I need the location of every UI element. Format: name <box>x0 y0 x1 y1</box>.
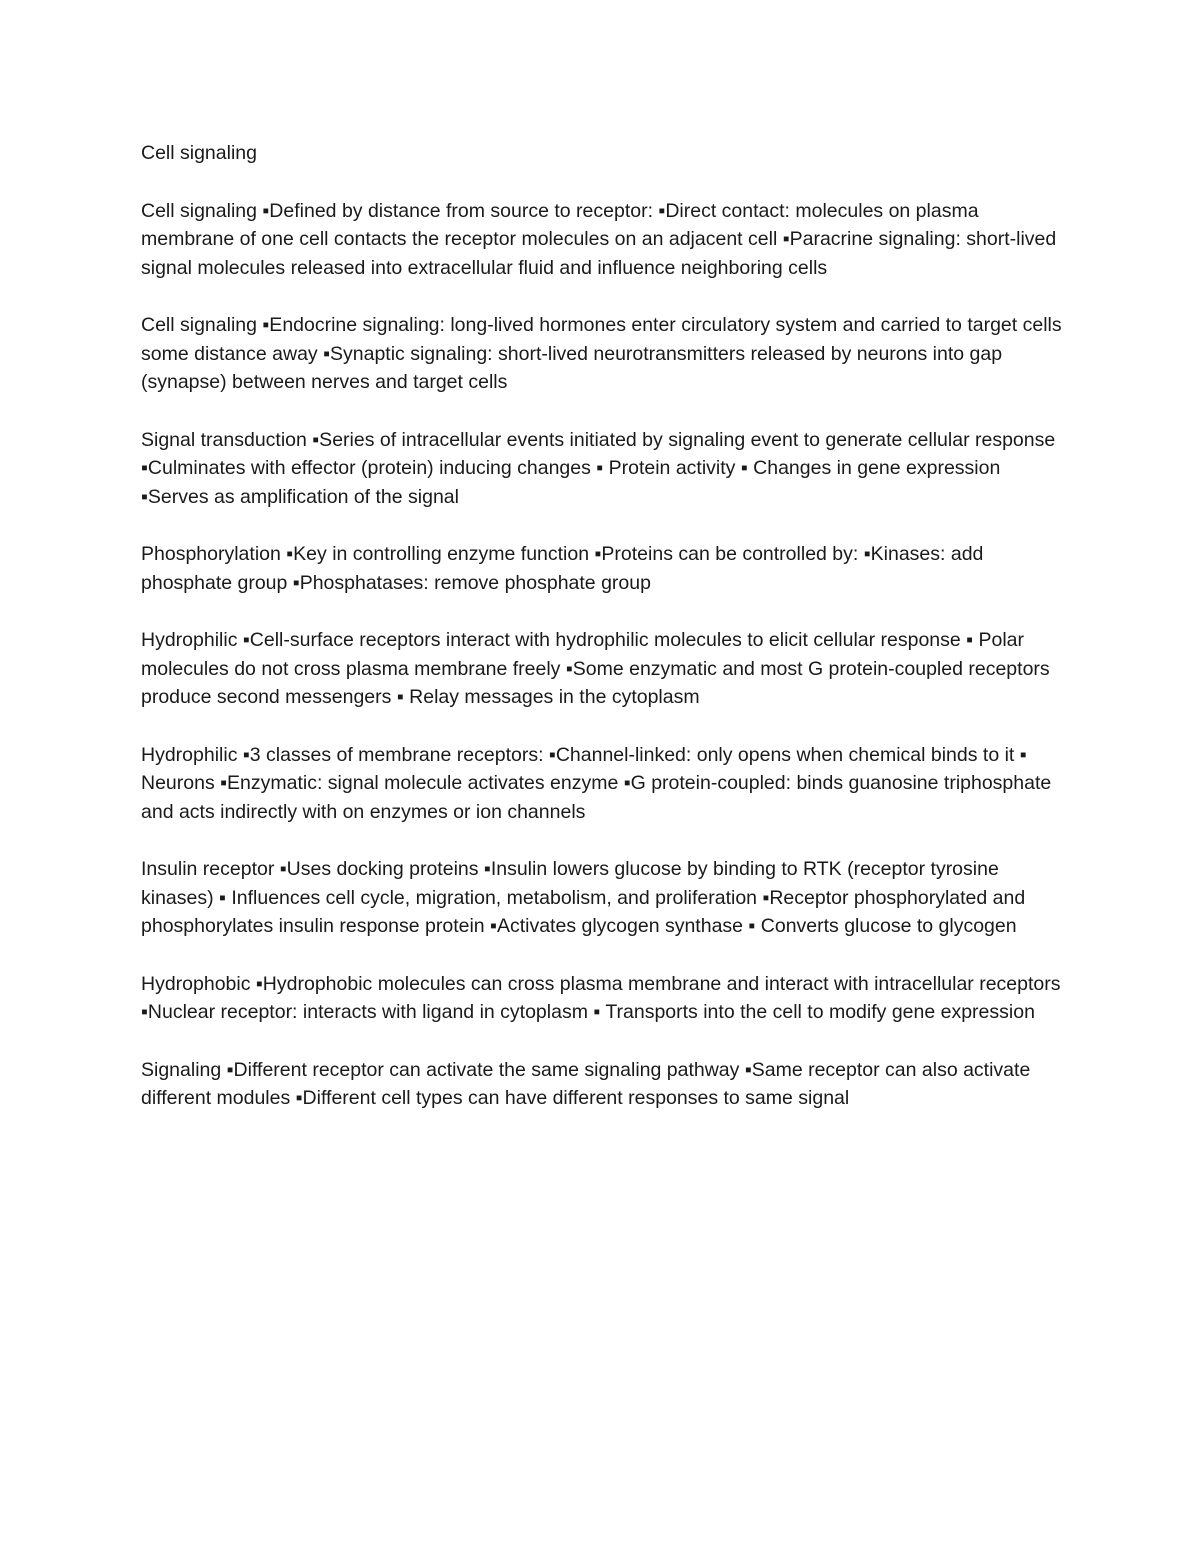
paragraph-hydrophobic: Hydrophobic ▪Hydrophobic molecules can cross plasma membrane and interact with intracellular receptors ▪Nuclear receptor: interacts with ligand in cytoplasm ▪ Transports into the cell to modify gene expression <box>141 972 1061 1023</box>
page-title: Cell signaling <box>141 142 257 164</box>
paragraph-signaling: Signaling ▪Different receptor can activate the same signaling pathway ▪Same receptor can also activate different modules ▪Different cell types can have different responses to same signal <box>141 1058 1031 1109</box>
paragraph-insulin-receptor: Insulin receptor ▪Uses docking proteins ▪Insulin lowers glucose by binding to RTK (receptor tyrosine kinases) ▪ Influences cell cycle, migration, metabolism, and proliferation ▪Receptor phosphorylated and phosphorylates insulin response protein ▪Activates glycogen synthase ▪ Converts glucose to glycogen <box>141 858 1026 937</box>
paragraph-signal-transduction: Signal transduction ▪Series of intracellular events initiated by signaling event to generate cellular response ▪Culminates with effector (protein) inducing changes ▪ Protein activity ▪ Changes in gene expression ▪Serves as amplification of the signal <box>141 428 1056 508</box>
paragraph-cell-signaling-distance: Cell signaling ▪Defined by distance from source to receptor: ▪Direct contact: molecules on plasma membrane of one cell contacts the receptor molecules on an adjacent cell ▪Paracrine signaling: short-lived signal molecules released into extracellular fluid and influence neighboring cells <box>141 199 1057 279</box>
paragraph-hydrophilic-receptors: Hydrophilic ▪Cell-surface receptors interact with hydrophilic molecules to elicit cellular response ▪ Polar molecules do not cross plasma membrane freely ▪Some enzymatic and most G protein-coupled receptors produce second messengers ▪ Relay messages in the cytoplasm <box>141 629 1050 708</box>
paragraph-cell-signaling-endocrine: Cell signaling ▪Endocrine signaling: long-lived hormones enter circulatory system and carried to target cells some distance away ▪Synaptic signaling: short-lived neurotransmitters released by neurons into gap (synapse) between nerves and target cells <box>141 314 1062 393</box>
paragraph-hydrophilic-classes: Hydrophilic ▪3 classes of membrane receptors: ▪Channel-linked: only opens when chemical binds to it ▪ Neurons ▪Enzymatic: signal molecule activates enzyme ▪G protein-coupled: binds guanosine triphosphate and acts indirectly with on enzymes or ion channels <box>141 743 1052 823</box>
document-body <box>141 139 1066 1142</box>
paragraph-phosphorylation: Phosphorylation ▪Key in controlling enzyme function ▪Proteins can be controlled by: ▪Kinases: add phosphate group ▪Phosphatases: remove phosphate group <box>141 543 984 594</box>
